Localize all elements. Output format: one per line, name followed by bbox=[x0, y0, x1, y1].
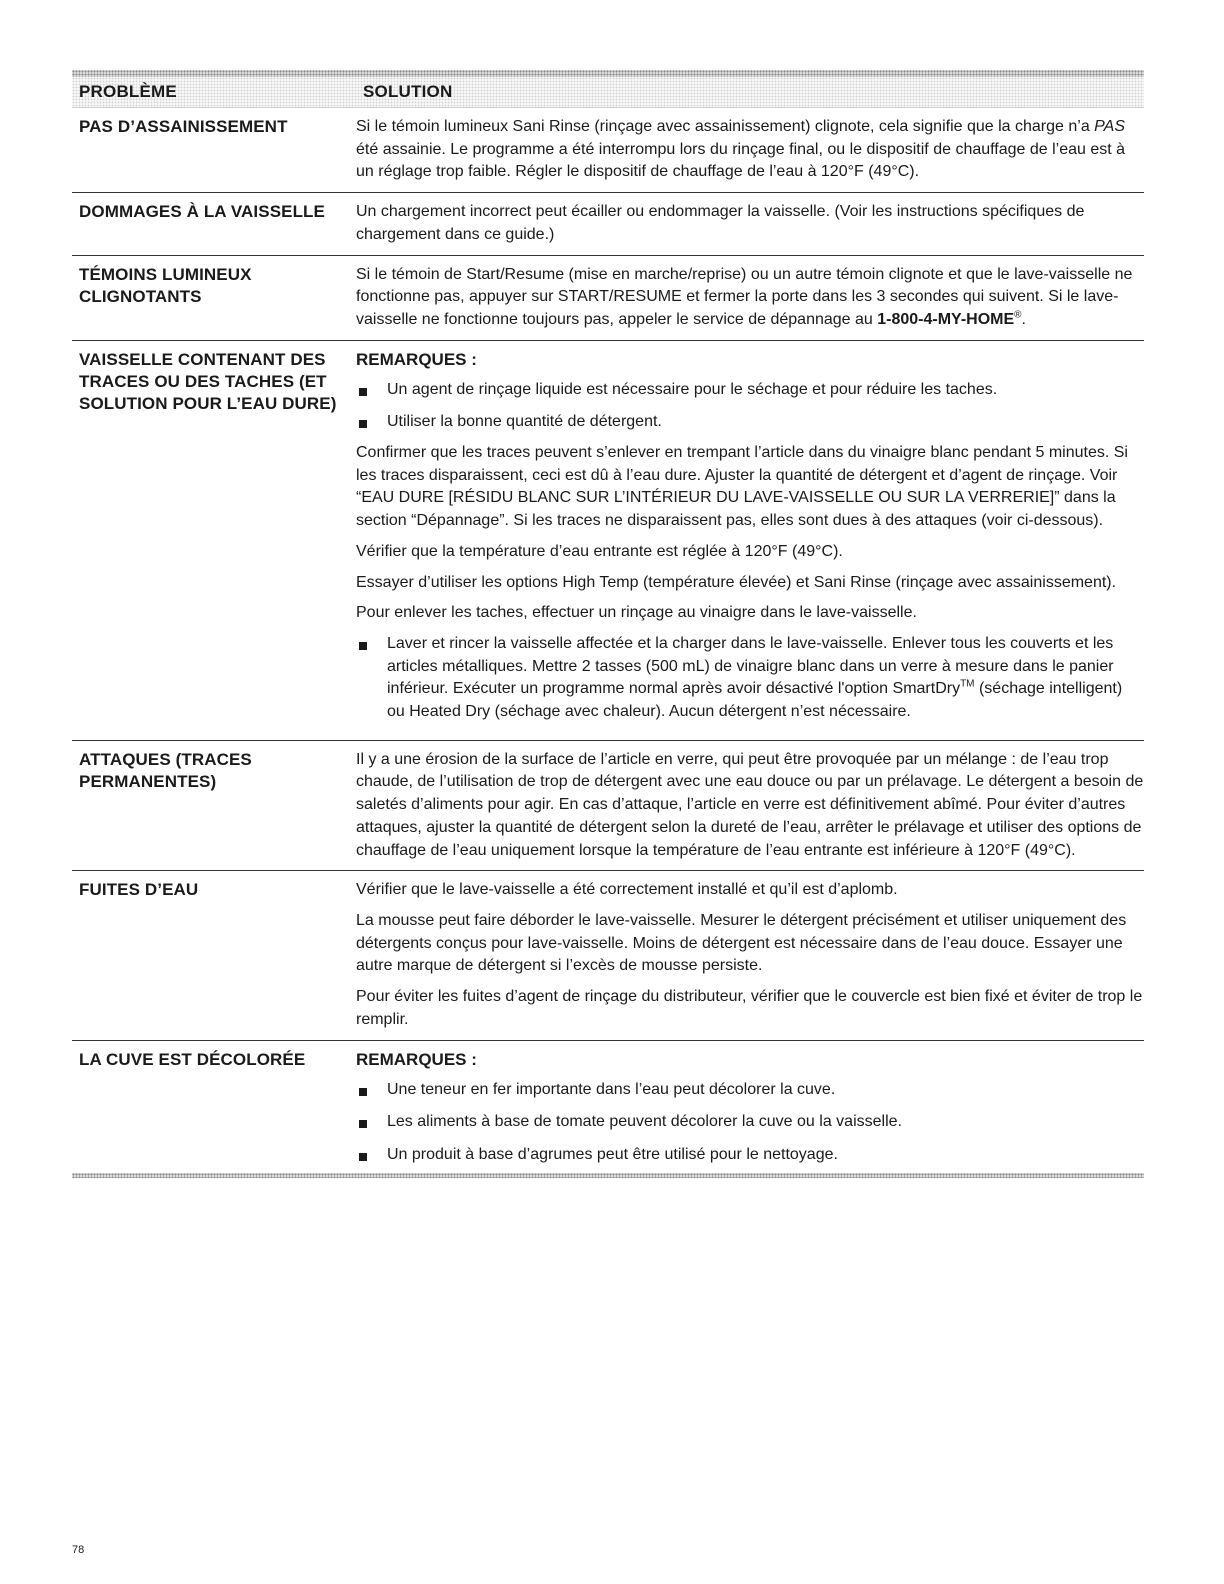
list-item bbox=[356, 379, 1144, 402]
table-row bbox=[72, 871, 1144, 1040]
text-span: . bbox=[1021, 310, 1026, 328]
phone-number: 1-800-4-MY-HOME bbox=[877, 310, 1015, 328]
solution-paragraph: Vérifier que la température d’eau entrante est réglée à 120°F (49°C). bbox=[356, 542, 843, 560]
table-header bbox=[72, 77, 1144, 108]
solution-cell bbox=[356, 116, 1144, 184]
emphasis-text: PAS bbox=[1094, 118, 1125, 135]
solution-paragraph: Pour enlever les taches, effectuer un rinçage au vinaigre dans le lave-vaisselle. bbox=[356, 604, 917, 622]
list-item-text: Un produit à base d’agrumes peut être utilisé pour le nettoyage. bbox=[387, 1145, 838, 1163]
bullet-list bbox=[356, 379, 1144, 434]
bottom-divider bbox=[72, 1173, 1144, 1178]
solution-cell bbox=[356, 264, 1144, 332]
square-bullet-icon bbox=[359, 1153, 367, 1161]
bullet-list bbox=[356, 633, 1144, 724]
solution-cell bbox=[356, 749, 1144, 863]
solution-paragraph: Vérifier que le lave-vaisselle a été correctement installé et qu’il est d’aplomb. bbox=[356, 881, 898, 899]
bullet-list bbox=[356, 1079, 1144, 1167]
header-solution: SOLUTION bbox=[363, 82, 453, 101]
solution-cell bbox=[356, 201, 1144, 246]
problem-cell: ATTAQUES (TRACES PERMANENTES) bbox=[79, 749, 252, 791]
square-bullet-icon bbox=[359, 1088, 367, 1096]
solution-cell bbox=[356, 349, 1144, 732]
troubleshooting-table bbox=[72, 70, 1144, 1178]
solution-paragraph: Pour éviter les fuites d’agent de rinçage du distributeur, vérifier que le couvercle est bien fixé et éviter de trop le remplir. bbox=[356, 988, 1143, 1028]
remarks-title: REMARQUES : bbox=[356, 349, 477, 369]
trademark-mark: TM bbox=[960, 679, 975, 691]
solution-paragraph: Essayer d’utiliser les options High Temp (température élevée) et Sani Rinse (rinçage avec assainissement). bbox=[356, 573, 1117, 591]
list-item-text: Laver et rincer la vaisselle affectée et la charger dans le lave-vaisselle. Enlever tous les couverts et les articles métalliques. Mettre 2 tasses (500 mL) de vinaigre blanc dans un verre à mesure dans le panier inférieur. Exécuter un programme normal après avoir désactivé l'option SmartDry bbox=[387, 634, 1114, 698]
square-bullet-icon bbox=[359, 1120, 367, 1128]
solution-paragraph: Confirmer que les traces peuvent s’enlever en trempant l’article dans du vinaigre blanc pendant 5 minutes. Si les traces disparaissent, ceci est dû à l’eau dure. Ajuster la quantité de détergent et d’agent de rinçage. Voir “EAU DURE [RÉSIDU BLANC SUR L’INTÉRIEUR DU LAVE-VAISSELLE OU SUR LA VERRERIE]” dans la section “Dépannage”. Si les traces ne disparaissent pas, elles sont dues à des attaques (voir ci-dessous). bbox=[356, 444, 1128, 530]
list-item bbox=[356, 1079, 1144, 1102]
problem-cell: PAS D’ASSAINISSEMENT bbox=[79, 117, 288, 136]
problem-cell: FUITES D’EAU bbox=[79, 880, 199, 900]
table-row bbox=[72, 256, 1144, 341]
problem-cell: LA CUVE EST DÉCOLORÉE bbox=[79, 1049, 306, 1069]
page-number: 78 bbox=[72, 1544, 85, 1556]
text-span: Si le témoin de Start/Resume (mise en marche/reprise) ou un autre témoin clignote et que le lave-vaisselle ne fonctionne pas, appuyer sur START/RESUME et fermer la porte dans les 3 secondes qui suivent. Si le lave-vaisselle ne fonctionne toujours pas, appeler le service de dépannage au bbox=[356, 265, 1133, 328]
solution-cell bbox=[356, 879, 1144, 1031]
problem-cell: TÉMOINS LUMINEUX CLIGNOTANTS bbox=[79, 264, 252, 306]
solution-paragraph bbox=[356, 116, 1144, 184]
solution-cell bbox=[356, 1049, 1144, 1167]
square-bullet-icon bbox=[359, 420, 367, 428]
list-item-text: (séchage intelligent) ou Heated Dry (séchage avec chaleur). Aucun détergent n’est nécessaire. bbox=[387, 680, 1123, 721]
top-divider bbox=[72, 70, 1144, 77]
problem-cell: VAISSELLE CONTENANT DES TRACES OU DES TACHES (ET SOLUTION POUR L’EAU DURE) bbox=[79, 349, 337, 413]
list-item-text: Une teneur en fer importante dans l’eau peut décolorer la cuve. bbox=[387, 1080, 836, 1098]
solution-paragraph: Un chargement incorrect peut écailler ou endommager la vaisselle. (Voir les instructions spécifiques de chargement dans ce guide.) bbox=[356, 203, 1085, 243]
registered-mark: ® bbox=[1014, 309, 1022, 321]
text-span: Si le témoin lumineux Sani Rinse (rinçage avec assainissement) clignote, cela signifie que la charge n’a bbox=[356, 118, 1095, 135]
header-problem: PROBLÈME bbox=[79, 82, 177, 101]
list-item-text: Utiliser la bonne quantité de détergent. bbox=[387, 413, 662, 431]
solution-paragraph: Il y a une érosion de la surface de l’article en verre, qui peut être provoquée par un mélange : de l’eau trop chaude, de l’utilisation de trop de détergent avec une eau douce ou par un prélavage. Le détergent a besoin de saletés d’aliments pour agir. En cas d’attaque, l’article en verre est définitivement abîmé. Pour éviter d’autres attaques, ajuster la quantité de détergent selon la dureté de l’eau, arrêter le prélavage et utiliser des options de chauffage de l’eau uniquement lorsque la température de l’eau entrante est inférieure à 120°F (49°C). bbox=[356, 750, 1144, 859]
list-item bbox=[356, 633, 1144, 724]
text-span: été assainie. Le programme a été interrompu lors du rinçage final, ou le dispositif de chauffage de l’eau est à un réglage trop faible. Régler le dispositif de chauffage de l’eau à 120°F (49°C). bbox=[356, 140, 1126, 181]
list-item bbox=[356, 1111, 1144, 1134]
list-item-text: Un agent de rinçage liquide est nécessaire pour le séchage et pour réduire les taches. bbox=[387, 380, 998, 398]
list-item bbox=[356, 411, 1144, 434]
square-bullet-icon bbox=[359, 388, 367, 396]
solution-paragraph: La mousse peut faire déborder le lave-vaisselle. Mesurer le détergent précisément et utiliser uniquement des détergents conçus pour lave-vaisselle. Moins de détergent est nécessaire dans de l’eau douce. Essayer une autre marque de détergent si l’excès de mousse persiste. bbox=[356, 911, 1127, 975]
list-item-text: Les aliments à base de tomate peuvent décolorer la cuve ou la vaisselle. bbox=[387, 1113, 902, 1131]
table-row bbox=[72, 193, 1144, 255]
table-row bbox=[72, 341, 1144, 741]
square-bullet-icon bbox=[359, 642, 367, 650]
solution-paragraph bbox=[356, 264, 1144, 332]
table-row bbox=[72, 108, 1144, 193]
table-row bbox=[72, 741, 1144, 872]
list-item bbox=[356, 1144, 1144, 1167]
table-row bbox=[72, 1041, 1144, 1173]
problem-cell: DOMMAGES À LA VAISSELLE bbox=[79, 202, 325, 222]
remarks-title: REMARQUES : bbox=[356, 1049, 477, 1069]
